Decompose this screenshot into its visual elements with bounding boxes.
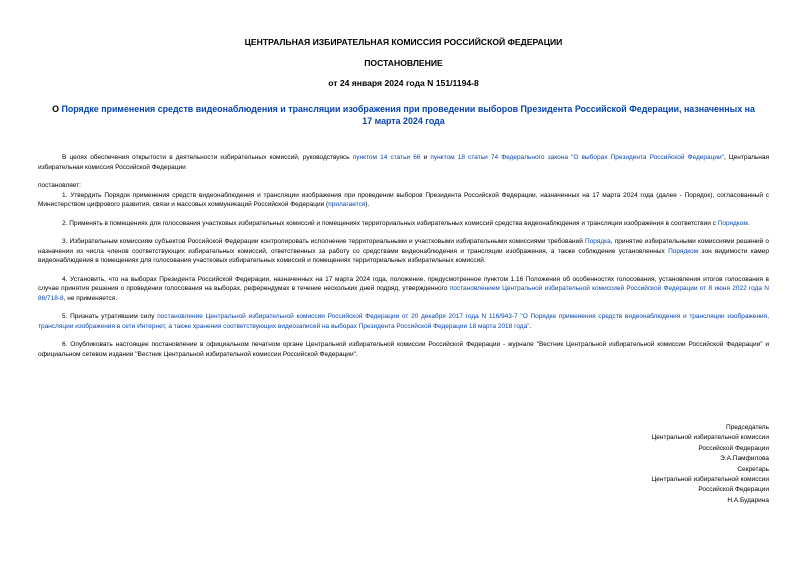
subject-prefix: О xyxy=(52,104,62,114)
preamble-text-2: и xyxy=(420,154,431,161)
item-1-paragraph xyxy=(38,191,769,210)
secretary-name: Н.А.Бударина xyxy=(727,496,769,504)
secretary-org-line-1: Центральной избирательной комиссии xyxy=(651,476,769,484)
law-article-66-link[interactable]: пунктом 14 статьи 66 xyxy=(352,154,421,161)
item-3-text-3: зон видимости камер видеонаблюдения в помещениях для голосования участковых избирательных комиссий и помещениях территориальных избирательных комиссий. xyxy=(38,247,770,264)
preamble-text-3: , Центральная избирательная комиссия Российской Федерации xyxy=(38,154,769,171)
item-2-text-1: 2. Применять в помещениях для голосования участковых избирательных комиссий и помещениях территориальных избирательных комиссий средства видеонаблюдения и трансляции изображения в соответствии с xyxy=(62,219,718,227)
item-5-text-2: . xyxy=(529,322,532,330)
item-3-text-1: 3. Избирательным комиссиям субъектов Российской Федерации контролировать исполнение территориальными и участковыми избирательными комиссиями требований xyxy=(62,238,586,245)
secretary-org-line-2: Российской Федерации xyxy=(698,486,769,494)
resolves-line: постановляет: xyxy=(38,182,81,189)
secretary-title: Секретарь xyxy=(737,465,769,473)
item-3-text-2: , принятие избирательными комиссиями решений о назначении из числа членов соответствующих избирательных комиссий, ответственных за работу со средствами видеонаблюдения и трансляции изображения, а также соблюдение установленных xyxy=(38,238,769,255)
item-2-paragraph xyxy=(38,219,769,229)
signature-block xyxy=(651,423,769,506)
item-1-text-1: 1. Утвердить Порядок применения средств видеонаблюдения и трансляции изображения при проведении выборов Президента Российской Федерации, назначенных на 17 марта 2024 года (далее - Порядок), согласованный с Министерством цифрового развития, связи и массовых коммуникаций Российской Федерации ( xyxy=(38,191,769,208)
subject-link[interactable]: Порядке применения средств видеонаблюдения и трансляции изображения при проведении выборов Президента Российской Федерации, назначенных на 17 марта 2024 года xyxy=(61,104,755,126)
item-3-paragraph xyxy=(38,237,769,266)
document-type: ПОСТАНОВЛЕНИЕ xyxy=(364,58,443,68)
chair-title: Председатель xyxy=(725,424,769,431)
document-body xyxy=(38,153,769,359)
chair-org-line-1: Центральной избирательной комиссии xyxy=(651,434,769,442)
document-subject xyxy=(48,104,759,127)
item-5-text-1: 5. Признать утратившим силу xyxy=(62,313,158,320)
item-4-text-1: 4. Установить, что на выборах Президента Российской Федерации, назначенных на 17 марта 2024 года, положение, предусмотренное пунктом 1.16 Положения об особенностях голосования, установления итогов голосования в случае принятия решения о проведении голосования на выборах, референдумах в течение нескольких дней подряд, утвержденного xyxy=(38,275,769,292)
document-date-number: от 24 января 2024 года N 151/1194-8 xyxy=(328,78,479,88)
item-6-paragraph: 6. Опубликовать настоящее постановление в официальном печатном органе Центральной избирательной комиссии Российской Федерации - журнале "Вестник Центральной избирательной комиссии Российской Федерации" и официальном сетевом издании "Вестник Центральной избирательной комиссии Российской Федерации". xyxy=(38,341,769,358)
item-2-text-2: . xyxy=(747,219,750,227)
chair-name: Э.А.Памфилова xyxy=(720,455,769,463)
procedure-link-item-2[interactable]: Порядком xyxy=(717,219,748,227)
resolution-2017-link[interactable]: постановление Центральной избирательной комиссии Российской Федерации от 20 декабря 2017 года N 116/943-7 "О Порядке применения средств видеонаблюдения и трансляции изображения, трансляции изображения в сети Интернет, а также хранения соответствующих видеозаписей на выборах Президента Российской Федерации 18 марта 2018 года" xyxy=(38,313,769,330)
preamble-paragraph xyxy=(38,153,769,172)
item-5-paragraph xyxy=(38,312,769,331)
procedure-link-item-3a[interactable]: Порядка xyxy=(585,238,611,245)
chair-org-line-2: Российской Федерации xyxy=(698,444,769,452)
preamble-text-1: В целях обеспечения открытости в деятельности избирательных комиссий, руководствуясь xyxy=(62,154,353,161)
attached-procedure-link[interactable]: прилагается xyxy=(328,201,366,208)
item-4-text-2: , не применяется. xyxy=(63,294,118,302)
procedure-link-item-3b[interactable]: Порядком xyxy=(668,247,699,255)
item-1-text-2: ). xyxy=(365,201,370,208)
resolution-2022-link[interactable]: постановлением Центральной избирательной комиссией Российской Федерации от 8 июня 2022 года N 86/718-8 xyxy=(38,285,769,302)
issuing-organization: ЦЕНТРАЛЬНАЯ ИЗБИРАТЕЛЬНАЯ КОМИССИЯ РОССИЙСКОЙ ФЕДЕРАЦИИ xyxy=(244,37,563,47)
item-4-paragraph xyxy=(38,275,769,304)
law-article-74-link[interactable]: пунктом 18 статьи 74 Федерального закона "О выборах Президента Российской Федерации" xyxy=(430,154,724,161)
